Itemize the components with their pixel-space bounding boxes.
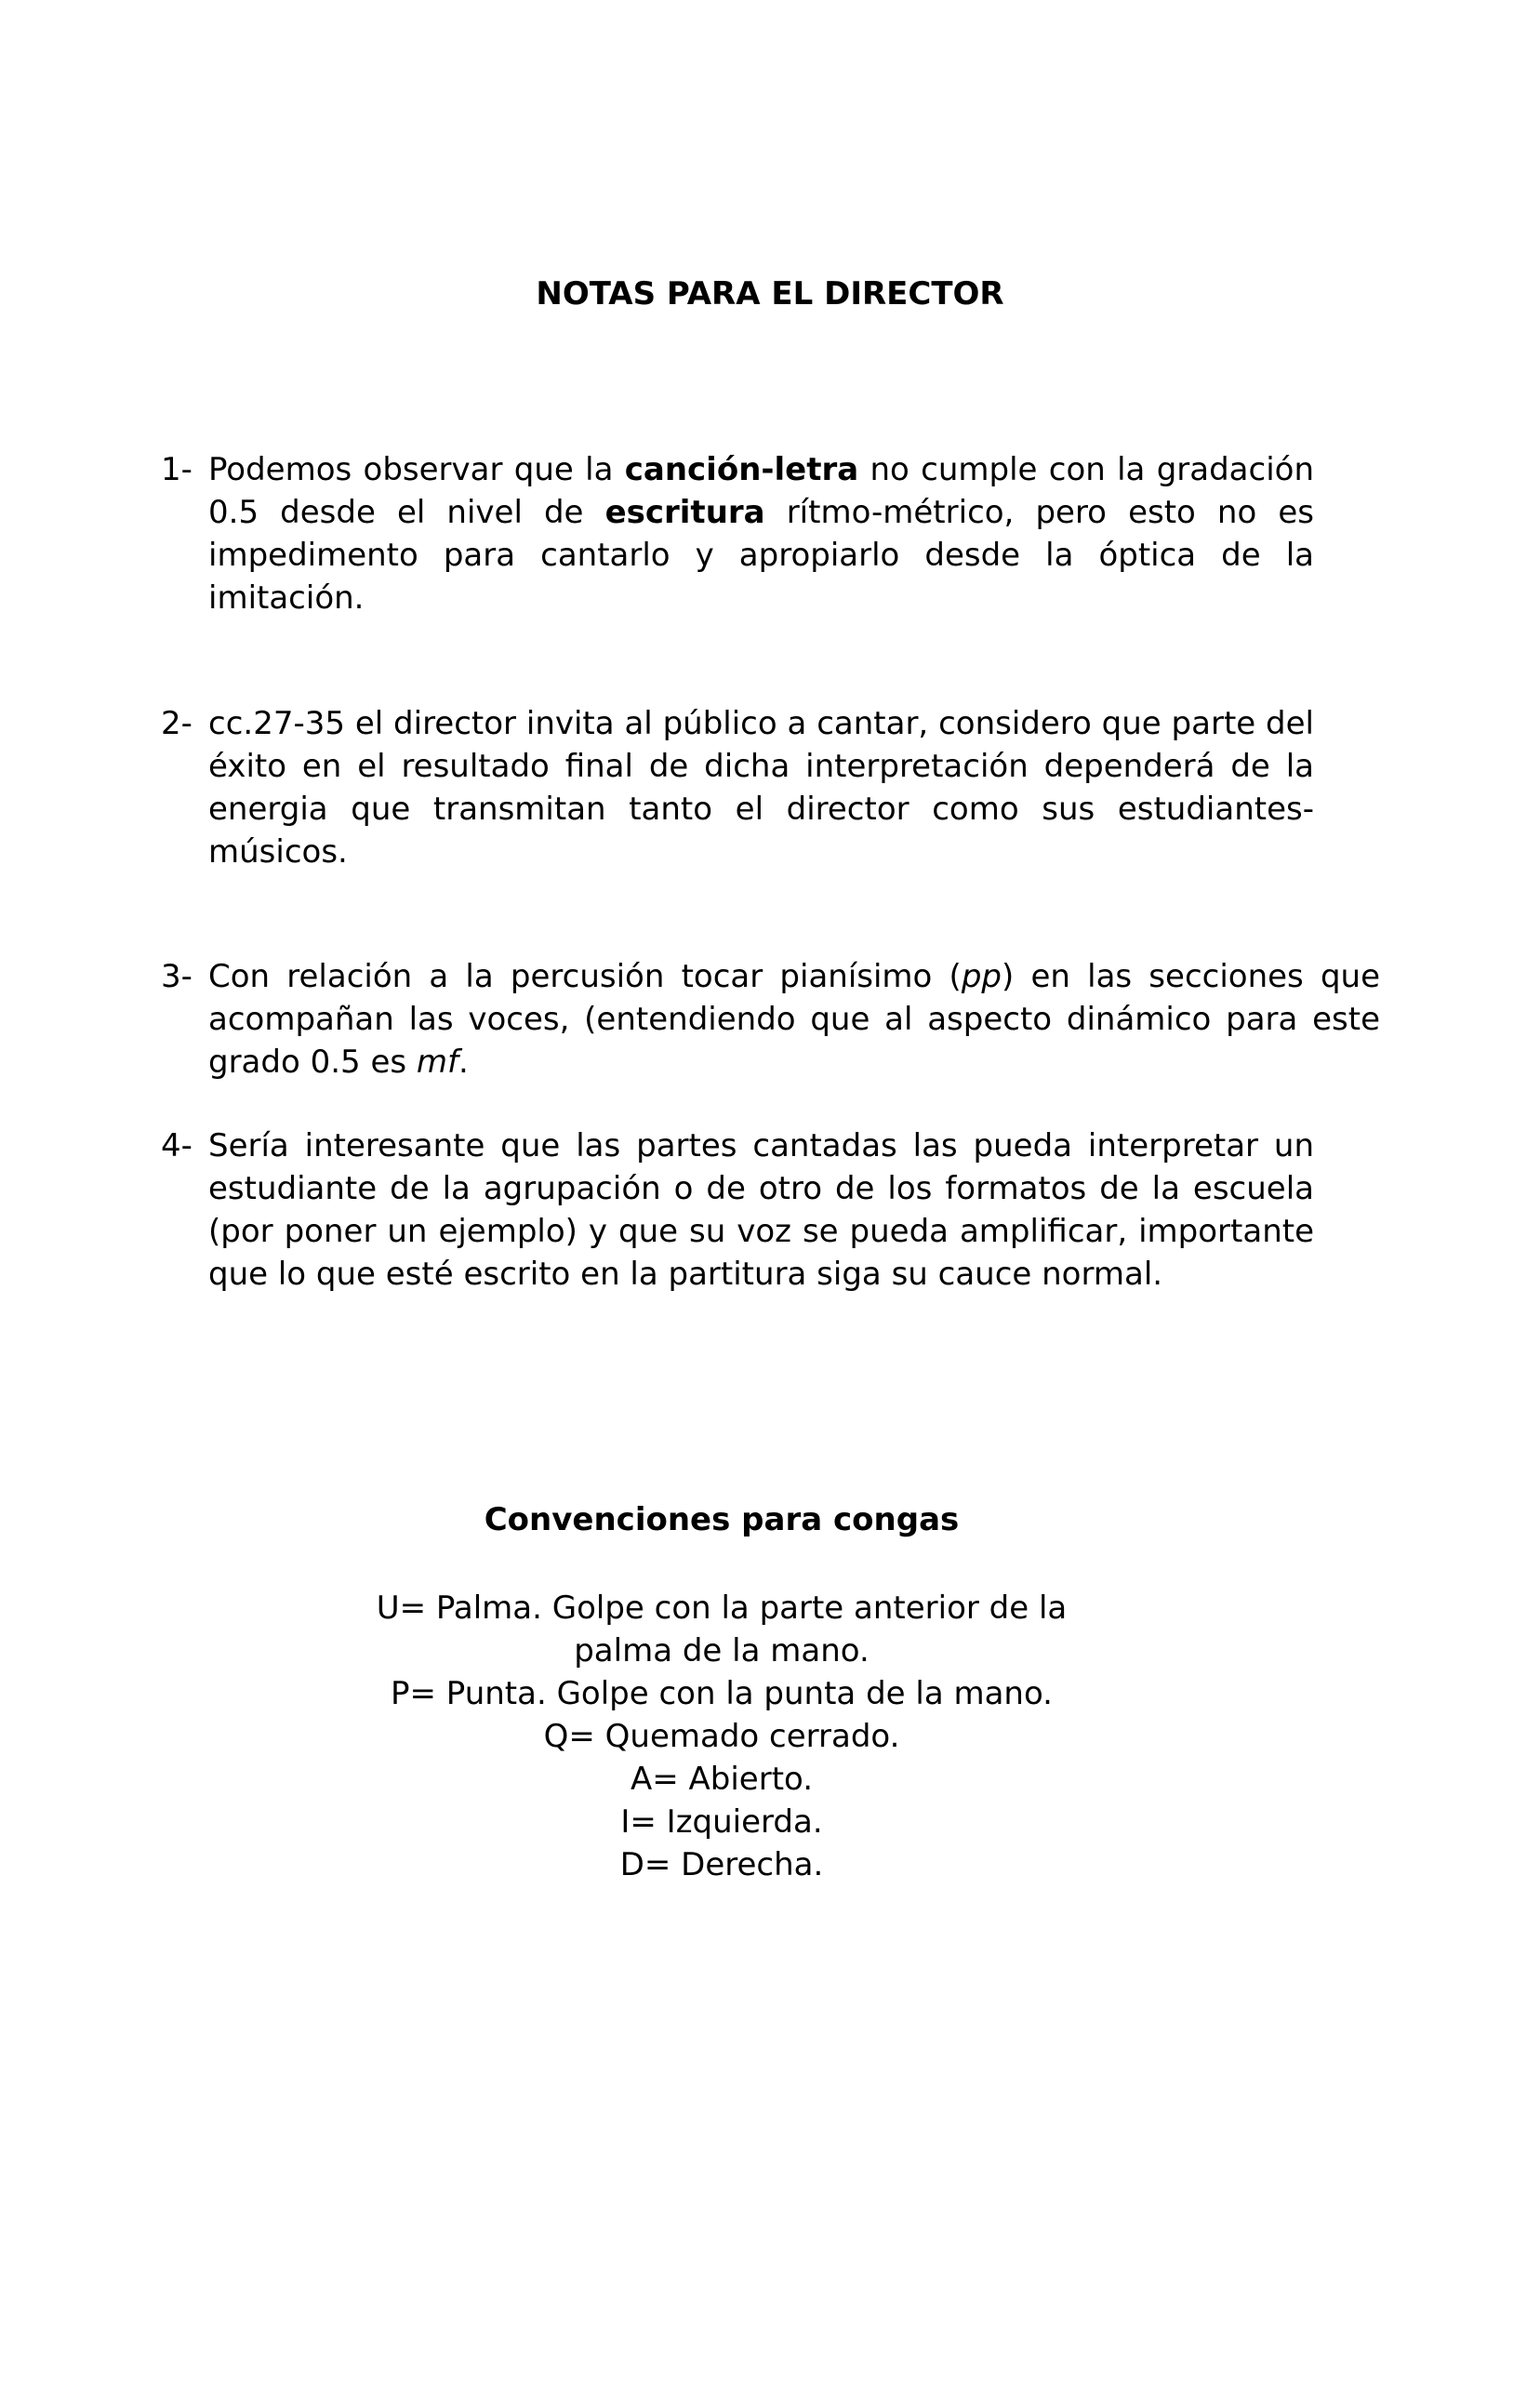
text-run: Con relación a la percusión tocar pianísimo ( (208, 958, 962, 995)
note-item-2 (161, 702, 1314, 873)
text-run: Podemos observar que la (208, 451, 625, 488)
italic-term: pp (961, 958, 1002, 995)
note-number: 3- (161, 958, 192, 995)
convention-line: D= Derecha. (619, 1846, 824, 1883)
text-run: . (458, 1044, 469, 1081)
convention-line: A= Abierto. (630, 1761, 814, 1798)
convention-line: I= Izquierda. (620, 1803, 823, 1841)
note-number: 2- (161, 705, 192, 742)
note-item-1 (161, 448, 1314, 619)
bold-term: canción-letra (624, 451, 859, 488)
bold-term: escritura (604, 494, 765, 531)
note-number: 4- (161, 1127, 192, 1164)
text-run: no cumple con la gradación 0.5 desde el nivel de (208, 451, 1315, 531)
convention-line: P= Punta. Golpe con la punta de la mano. (391, 1675, 1053, 1712)
convention-line: palma de la mano. (574, 1632, 870, 1669)
note-item-3 (161, 955, 1380, 1084)
note-item-4 (161, 1124, 1314, 1296)
conventions-list (0, 1587, 1443, 1886)
page-title: NOTAS PARA EL DIRECTOR (536, 275, 1004, 313)
conventions-title: Convenciones para congas (484, 1501, 960, 1538)
note-number: 1- (161, 451, 192, 488)
text-run: rítmo-métrico, pero esto no es impedimento para cantarlo y apropiarlo desde la óptica de la imitación. (208, 494, 1314, 617)
italic-term: mf (416, 1044, 458, 1081)
convention-line: U= Palma. Golpe con la parte anterior de la (376, 1590, 1068, 1627)
note-text (208, 448, 1314, 619)
note-text: cc.27-35 el director invita al público a cantar, considero que parte del éxito en el resultado final de dicha interpretación dependerá de la energia que transmitan tanto el director como sus estudiantes-músicos. (208, 705, 1314, 871)
note-text (208, 955, 1380, 1084)
note-text: Sería interesante que las partes cantadas las pueda interpretar un estudiante de la agrupación o de otro de los formatos de la escuela (por poner un ejemplo) y que su voz se pueda amplificar, importante que lo que esté escrito en la partitura siga su cauce normal. (208, 1127, 1314, 1293)
convention-line: Q= Quemado cerrado. (543, 1718, 900, 1755)
text-run: ) en las secciones que acompañan las voces, (entendiendo que al aspecto dinámico para este grado 0.5 es (208, 958, 1380, 1081)
